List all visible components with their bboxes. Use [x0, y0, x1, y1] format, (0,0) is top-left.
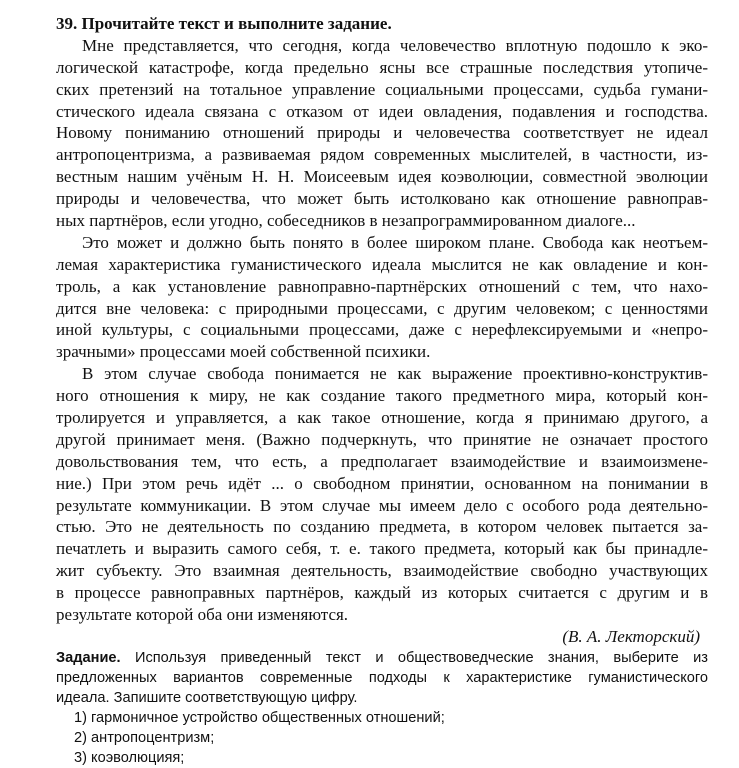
passage-line: Мне представляется, что сегодня, когда человечество вплотную подошло к эко- — [82, 35, 708, 55]
passage-line: печатлеть и выразить самого себя, т. е. такого предмета, который как бы принадле- — [56, 539, 708, 559]
passage-line: Это может и должно быть понято в более широком плане. Свобода как неотъем- — [82, 232, 708, 252]
passage-line: троль, а как установление равноправно-партнёрских отношений с тем, что нахо- — [56, 276, 708, 296]
passage-line: ных партнёров, если угодно, собеседников в незапрограммированном диалоге... — [56, 211, 636, 231]
passage-line: в процессе равноправных партнёров, каждый из которых считается с другим и в — [56, 583, 708, 603]
passage-line: антропоцентризма, а развиваемая рядом современных мыслителей, в частности, из- — [56, 145, 708, 165]
passage-line: В этом случае свобода понимается не как выражение проективно-конструктив- — [82, 364, 708, 384]
task-line: идеала. Запишите соответствующую цифру. — [56, 689, 358, 706]
passage-line: стью. Это не деятельность по созданию предмета, в котором человек пытается за- — [56, 517, 708, 537]
task-text: Используя приведенный текст и обществоведческие знания, выберите из — [120, 649, 708, 666]
passage — [56, 35, 708, 626]
passage-line: зрачными» процессами моей собственной психики. — [56, 342, 431, 362]
passage-line: тролируется и управляется, а как такое отношение, когда я принимаю другого, а — [56, 408, 708, 428]
answer-option: 3) коэволюцияя; — [74, 749, 185, 766]
passage-line: дится вне человека: с природными процессами, с другим человеком; с ценностями — [56, 298, 708, 318]
passage-line: иной культуры, с социальными процессами, даже с нерефлексируемыми и «непро- — [56, 320, 708, 340]
passage-line: стического идеала связана с отказом от идеи овладения, подавления и господства. — [56, 101, 708, 121]
task-line — [56, 648, 708, 668]
passage-line: жит субъекту. Это взаимная деятельность, взаимодействие свободно участвующих — [56, 561, 708, 581]
question-title: 39. Прочитайте текст и выполните задание. — [56, 14, 392, 33]
task-line: предложенных вариантов современные подходы к характеристике гуманистического — [56, 669, 708, 686]
passage-line: природы и человечества, что может быть истолковано как отношение равноправ- — [56, 189, 708, 209]
passage-line: лемая характеристика гуманистического идеала мыслится не как овладение и кон- — [56, 254, 708, 274]
answer-option: 1) гармоничное устройство общественных отношений; — [74, 709, 445, 726]
passage-line: логической катастрофе, когда предельно ясны все страшные последствия утопиче- — [56, 57, 708, 77]
author-attribution: (В. А. Лекторский) — [562, 626, 700, 646]
answer-option: 2) антропоцентризм; — [74, 729, 215, 746]
passage-line: Новому пониманию отношений природы и человечества соответствует не идеал — [56, 123, 708, 143]
document-page — [56, 13, 708, 768]
task — [56, 648, 708, 708]
passage-line: вестным нашим учёным Н. Н. Моисеевым идея коэволюции, совместной эволюции — [56, 167, 708, 187]
passage-line: ских претензий на тотальное управление социальными процессами, судьба гумани- — [56, 79, 708, 99]
answer-options — [56, 708, 708, 768]
passage-line: ние.) При этом речь идёт ... о свободном принятии, основанном на понимании в — [56, 473, 708, 493]
passage-line: довольствования тем, что есть, а предполагает взаимодействие и взаимоизмене- — [56, 451, 708, 471]
passage-line: результате которой оба они изменяются. — [56, 605, 349, 625]
passage-line: другой принимает меня. (Важно подчеркнуть, что принятие не означает простого — [56, 429, 708, 449]
passage-line: ного отношения к миру, не как создание такого предметного мира, который кон- — [56, 386, 708, 406]
passage-line: результате коммуникации. В этом случае мы имеем дело с особого рода деятельно- — [56, 495, 708, 515]
task-label: Задание. — [56, 649, 121, 666]
